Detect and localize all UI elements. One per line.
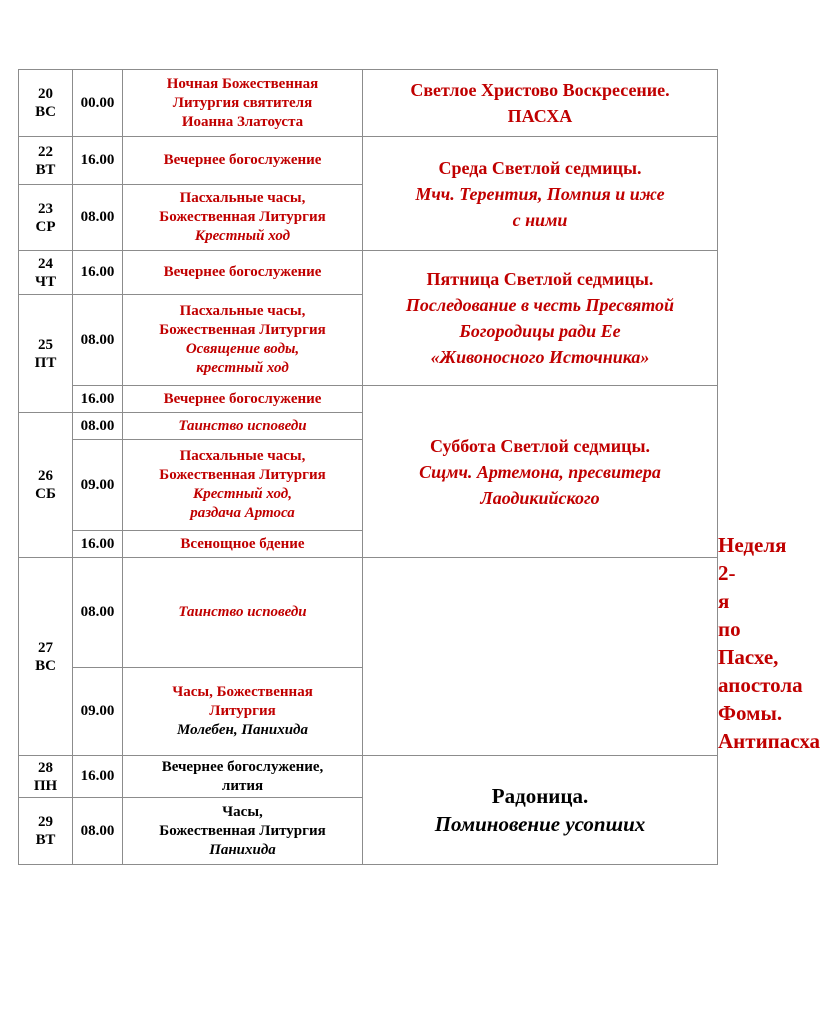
service-cell <box>123 386 363 413</box>
service-line: Божественная Литургия <box>159 209 326 225</box>
feast-title: Светлое Христово Воскресение. <box>410 80 670 100</box>
service-line: Всенощное бдение <box>180 535 305 552</box>
schedule-table <box>18 69 820 865</box>
date-cell <box>19 137 73 185</box>
service-note: Освящение воды, <box>185 341 300 357</box>
service-cell <box>123 440 363 531</box>
feast-commemoration: с ними <box>512 209 568 230</box>
table-row <box>19 137 718 185</box>
service-line: Божественная Литургия <box>159 322 326 338</box>
date-cell <box>19 558 73 756</box>
table-row <box>19 558 718 668</box>
table-row <box>19 70 718 137</box>
service-line: Пасхальные часы, <box>179 448 306 464</box>
service-cell <box>123 70 363 137</box>
weekday: ПН <box>33 777 58 794</box>
service-line: лития <box>221 777 264 794</box>
day-number: 20 <box>38 86 53 102</box>
day-number: 22 <box>38 143 53 160</box>
weekday: ВС <box>35 104 56 120</box>
feast-cell <box>363 70 718 137</box>
day-number: 26 <box>38 468 53 484</box>
service-cell <box>123 251 363 295</box>
service-line: Ночная Божественная <box>166 75 319 92</box>
day-number: 24 <box>38 255 53 272</box>
day-number: 23 <box>38 200 53 217</box>
service-line: Иоанна Златоуста <box>181 113 304 130</box>
day-number: 29 <box>38 814 53 830</box>
service-cell <box>123 413 363 440</box>
feast-cell <box>363 251 718 386</box>
time-cell: 08.00 <box>73 295 123 386</box>
date-cell <box>19 413 73 558</box>
feast-commemoration: «Живоносного Источника» <box>430 347 650 367</box>
date-cell <box>19 251 73 295</box>
service-note: Таинство исповеди <box>178 417 307 434</box>
service-cell <box>123 798 363 865</box>
service-cell <box>123 756 363 798</box>
time-cell: 16.00 <box>73 137 123 185</box>
weekday: СР <box>35 218 56 235</box>
feast-commemoration: Лаодикийского <box>480 487 600 508</box>
feast-title: Суббота Светлой седмицы. <box>429 435 651 456</box>
service-line: Часы, <box>222 803 263 820</box>
service-line: Вечернее богослужение <box>163 390 322 407</box>
time-cell: 16.00 <box>73 756 123 798</box>
service-cell <box>123 137 363 185</box>
feast-cell <box>363 386 718 558</box>
table-row <box>19 386 718 413</box>
service-note: Таинство исповеди <box>178 604 307 620</box>
time-cell: 16.00 <box>73 251 123 295</box>
feast-cell <box>363 137 718 251</box>
feast-title: Среда Светлой седмицы. <box>438 157 642 178</box>
service-note: Крестный ход <box>194 228 291 244</box>
weekday: ВТ <box>35 161 56 178</box>
weekday: СБ <box>35 486 56 502</box>
time-cell: 08.00 <box>73 413 123 440</box>
service-line: Божественная Литургия <box>159 822 326 839</box>
time-cell: 08.00 <box>73 185 123 251</box>
feast-commemoration: Поминовение усопших <box>434 812 646 836</box>
date-cell <box>19 295 73 413</box>
service-cell <box>123 185 363 251</box>
service-line: Часы, Божественная <box>172 684 313 700</box>
time-cell: 08.00 <box>73 558 123 668</box>
date-cell <box>19 185 73 251</box>
weekday: ВС <box>35 657 56 674</box>
service-cell <box>123 668 363 756</box>
time-cell: 00.00 <box>73 70 123 137</box>
feast-title: ПАСХА <box>507 106 573 126</box>
service-cell <box>123 295 363 386</box>
feast-commemoration: Мчч. Терентия, Помпия и иже <box>415 183 665 204</box>
service-note: Молебен, Панихида <box>176 722 308 738</box>
feast-commemoration: Последование в честь Пресвятой <box>405 295 675 315</box>
weekday: ВТ <box>35 832 56 848</box>
table-row <box>19 668 718 756</box>
service-line: Вечернее богослужение <box>163 264 322 280</box>
service-note: крестный ход <box>196 360 289 376</box>
time-cell: 09.00 <box>73 668 123 756</box>
weekday: ПТ <box>34 354 57 371</box>
feast-title: Пятница Светлой седмицы. <box>426 269 654 289</box>
service-note: Панихида <box>209 841 276 858</box>
time-cell: 16.00 <box>73 386 123 413</box>
feast-cell <box>363 756 718 865</box>
feast-commemoration: Сщмч. Артемона, пресвитера <box>419 461 661 482</box>
date-cell <box>19 756 73 798</box>
service-line: Пасхальные часы, <box>179 303 306 319</box>
service-note: раздача Артоса <box>190 505 295 521</box>
feast-title: Радоница. <box>491 784 589 808</box>
service-cell <box>123 531 363 558</box>
service-line: Божественная Литургия <box>159 467 326 483</box>
date-cell <box>19 70 73 137</box>
service-cell <box>123 558 363 668</box>
table-row: 16.00 Всенощное бдение Неделя 2-я по Пасхе, апостола Фомы. Антипасха <box>19 531 718 558</box>
day-number: 25 <box>38 336 53 353</box>
table-row <box>19 251 718 295</box>
day-number: 27 <box>38 639 53 656</box>
service-line: Вечернее богослужение <box>163 152 322 168</box>
service-line: Литургия святителя <box>172 94 313 111</box>
feast-commemoration: Богородицы ради Ее <box>459 321 621 341</box>
service-line: Литургия <box>209 703 276 719</box>
time-cell: 16.00 <box>73 531 123 558</box>
time-cell: 08.00 <box>73 798 123 865</box>
day-number: 28 <box>38 759 53 776</box>
table-row <box>19 756 718 798</box>
service-line: Пасхальные часы, <box>179 190 306 206</box>
service-note: Крестный ход, <box>193 486 292 502</box>
date-cell <box>19 798 73 865</box>
service-line: Вечернее богослужение, <box>161 758 324 775</box>
time-cell: 09.00 <box>73 440 123 531</box>
weekday: ЧТ <box>34 273 56 290</box>
